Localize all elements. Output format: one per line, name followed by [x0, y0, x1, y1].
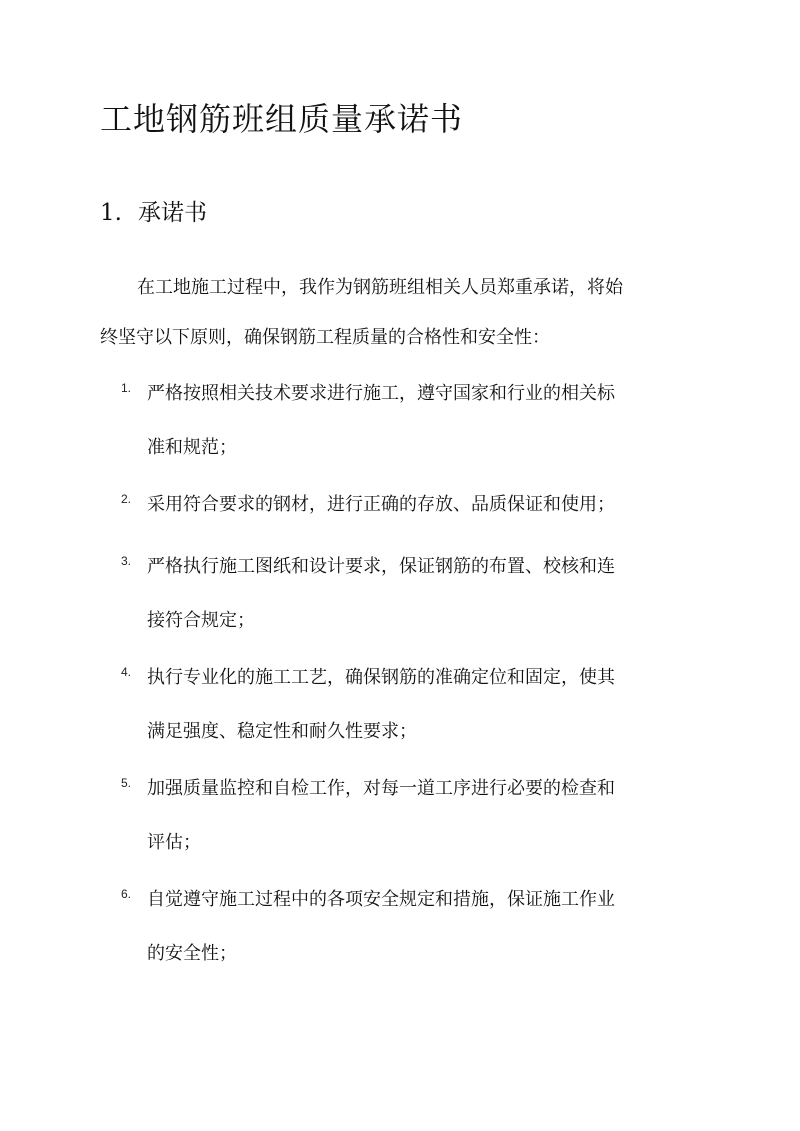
list-item-text	[147, 478, 615, 532]
list-item-text	[147, 367, 615, 475]
intro-paragraph	[100, 263, 700, 363]
list-item-text	[147, 762, 615, 870]
list-item-line: 采用符合要求的钢材，进行正确的存放、品质保证和使用；	[147, 494, 615, 515]
list-item-number: 4.	[121, 665, 132, 679]
list-item-text	[147, 873, 615, 981]
intro-line-2: 终坚守以下原则，确保钢筋工程质量的合格性和安全性：	[100, 327, 550, 348]
list-item-line: 接符合规定；	[147, 610, 255, 631]
intro-line-1: 在工地施工过程中，我作为钢筋班组相关人员郑重承诺，将始	[137, 277, 623, 298]
list-item-line: 执行专业化的施工工艺，确保钢筋的准确定位和固定，使其	[147, 667, 615, 688]
list-item-number: 1.	[121, 381, 132, 395]
list-item-number: 3.	[121, 554, 132, 568]
section-heading	[100, 195, 207, 231]
section-number: 1.	[100, 200, 122, 226]
list-item-line: 准和规范；	[147, 437, 237, 458]
list-item-line: 评估；	[147, 832, 201, 853]
section-title: 承诺书	[138, 200, 207, 226]
list-item-line: 自觉遵守施工过程中的各项安全规定和措施，保证施工作业	[147, 889, 615, 910]
list-item-line: 的安全性；	[147, 943, 237, 964]
list-item-line: 满足强度、稳定性和耐久性要求；	[147, 721, 417, 742]
list-item-text	[147, 651, 615, 759]
list-item-number: 6.	[121, 887, 132, 901]
list-item-number: 5.	[121, 776, 132, 790]
list-item-line: 严格执行施工图纸和设计要求，保证钢筋的布置、校核和连	[147, 556, 615, 577]
list-item-text	[147, 540, 615, 648]
list-item-line: 严格按照相关技术要求进行施工，遵守国家和行业的相关标	[147, 383, 615, 404]
list-item-line: 加强质量监控和自检工作，对每一道工序进行必要的检查和	[147, 778, 615, 799]
document-title: 工地钢筋班组质量承诺书	[100, 100, 464, 138]
list-item-number: 2.	[121, 492, 132, 506]
